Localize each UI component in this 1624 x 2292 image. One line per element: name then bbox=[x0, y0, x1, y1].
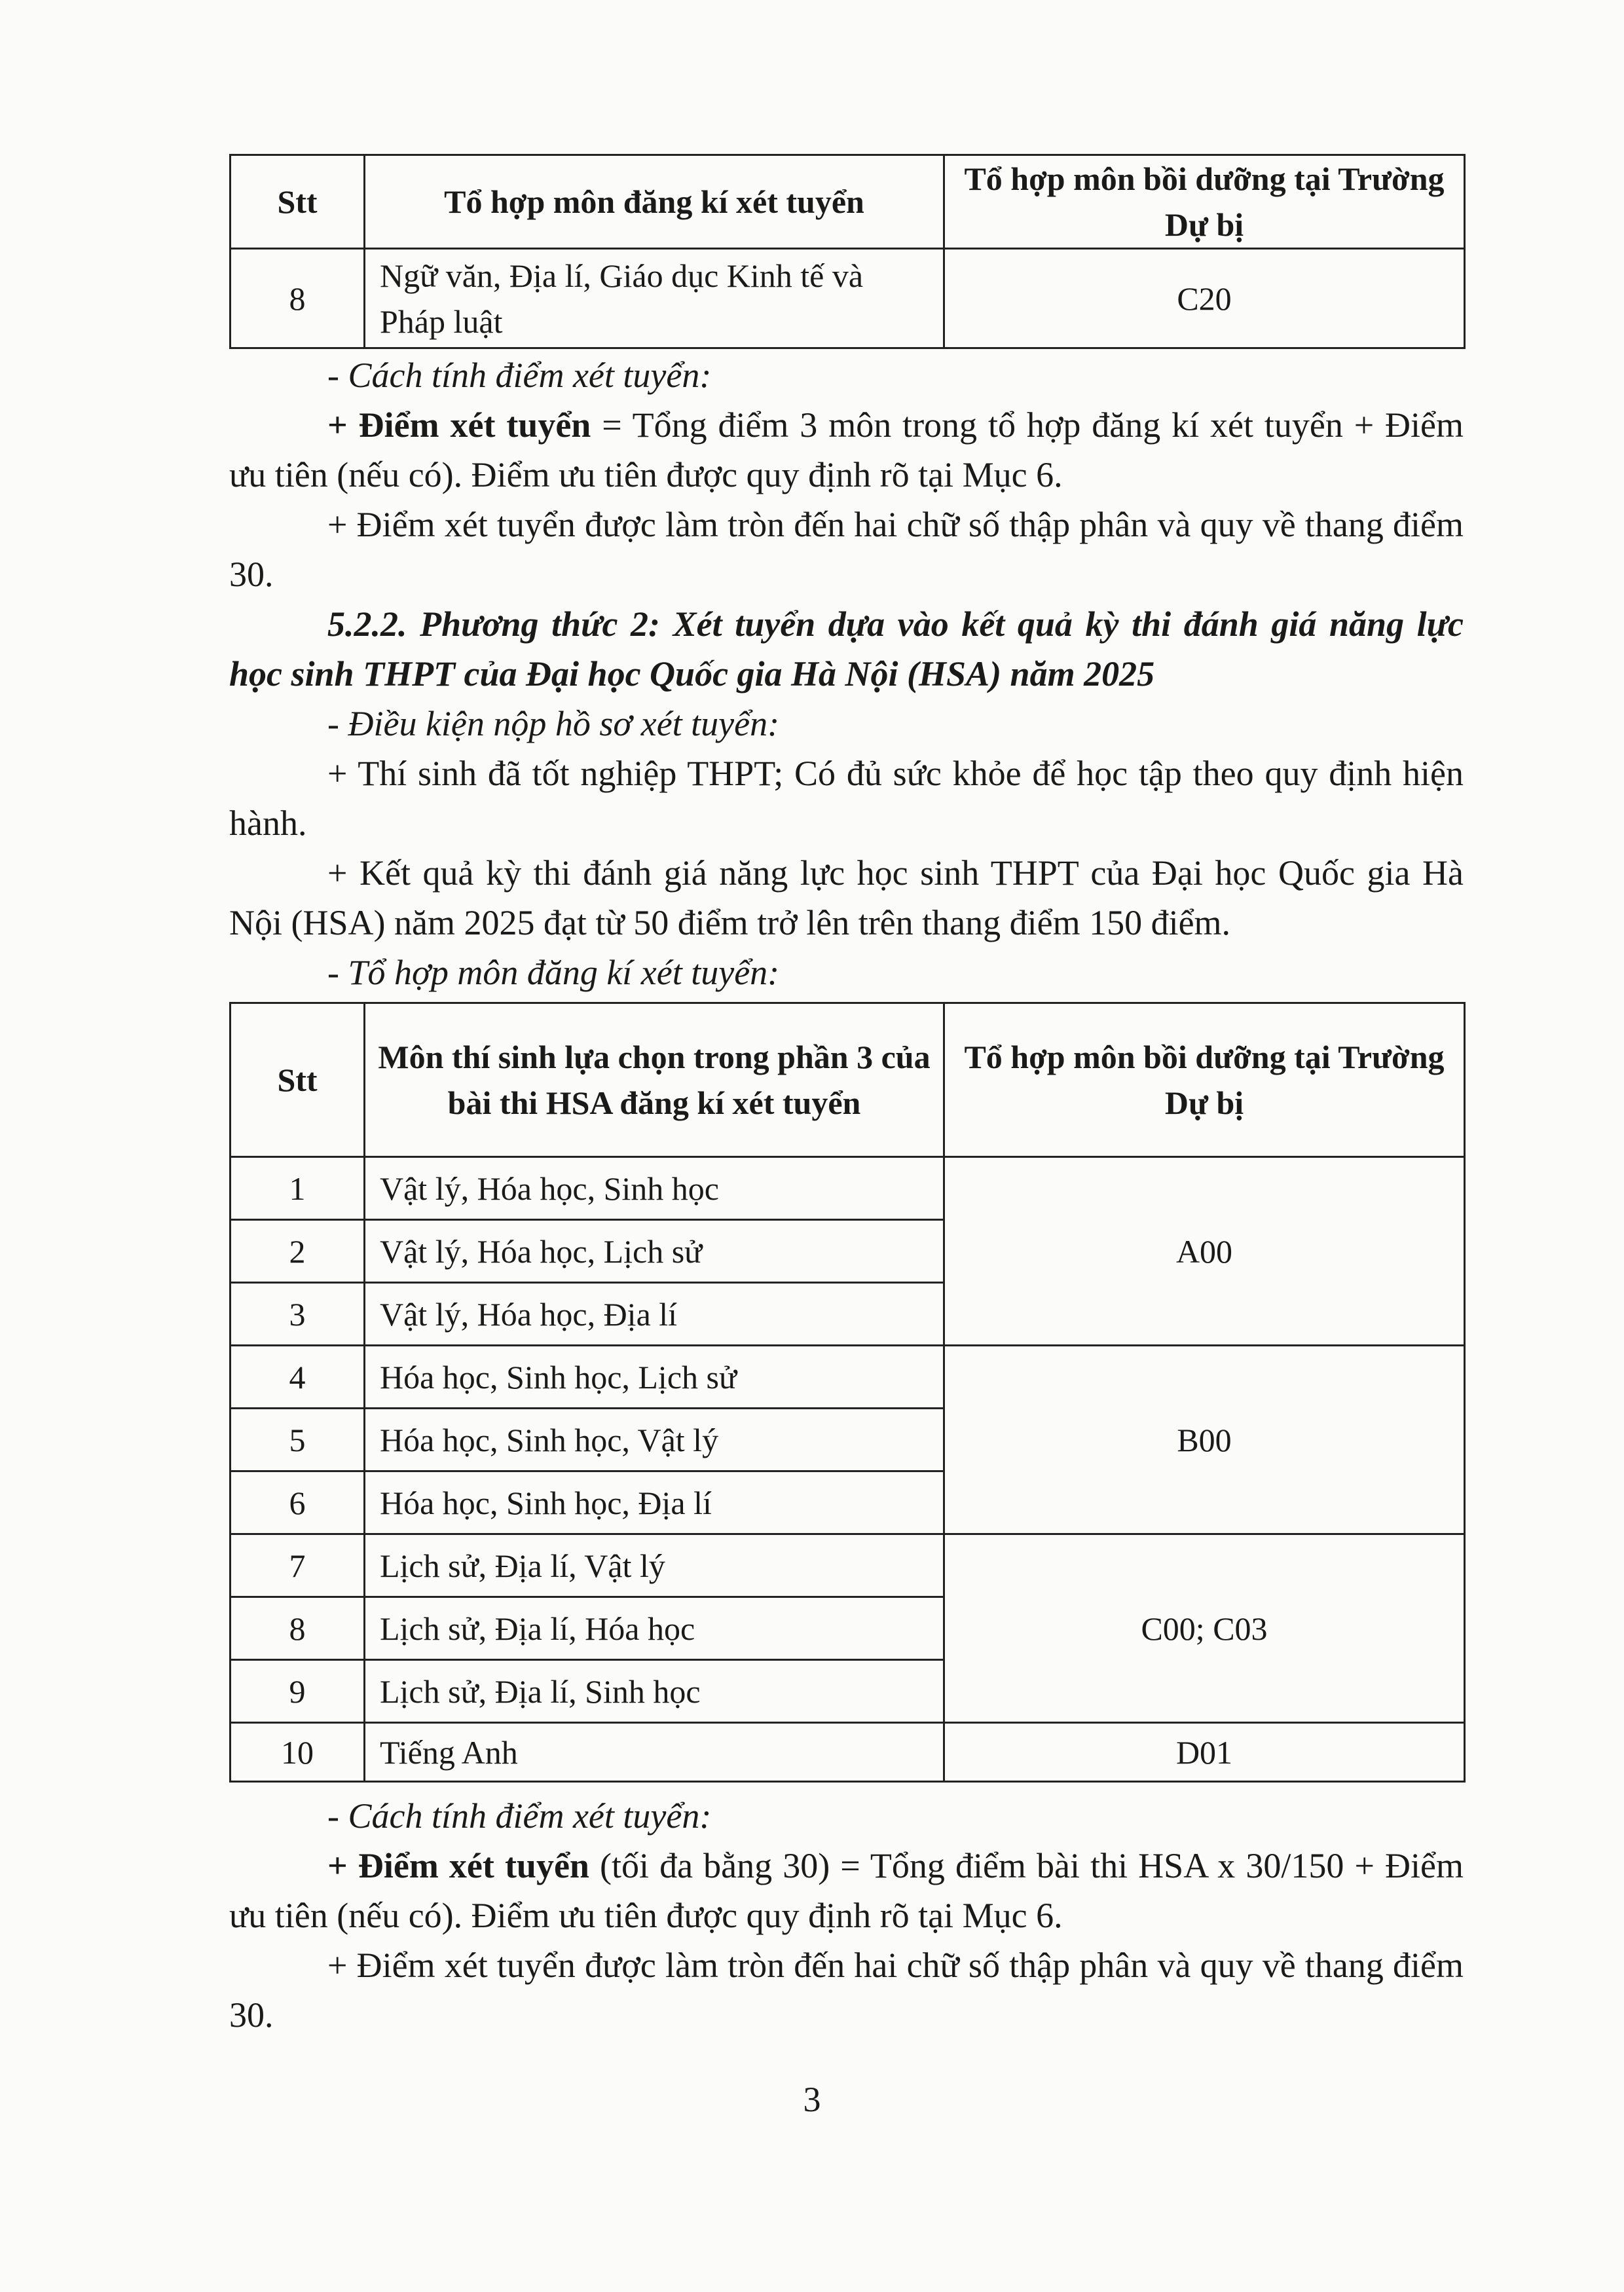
stt-cell: 7 bbox=[231, 1534, 365, 1597]
subjects-cell: Hóa học, Sinh học, Địa lí bbox=[365, 1471, 944, 1534]
scoring-formula-label: + Điểm xét tuyển bbox=[327, 405, 591, 445]
combo-cell-c00: C00; C03 bbox=[944, 1534, 1465, 1723]
subjects-cell: Tiếng Anh bbox=[365, 1723, 944, 1782]
page-number: 3 bbox=[803, 2080, 821, 2119]
stt-cell: 4 bbox=[231, 1346, 365, 1409]
combo-cell-d01: D01 bbox=[944, 1723, 1465, 1782]
table-row bbox=[231, 1157, 1465, 1220]
table-row bbox=[231, 1346, 1465, 1409]
header-combo: Tổ hợp môn bồi dưỡng tại Trường Dự bị bbox=[944, 155, 1465, 249]
scoring-rounding: + Điểm xét tuyển được làm tròn đến hai chữ số thập phân và quy về thang điểm 30. bbox=[229, 505, 1464, 594]
condition-2: + Kết quả kỳ thi đánh giá năng lực học sinh THPT của Đại học Quốc gia Hà Nội (HSA) năm 2025 đạt từ 50 điểm trở lên trên thang điểm 150 điểm. bbox=[229, 853, 1464, 942]
table-row bbox=[231, 249, 1465, 348]
condition-1: + Thí sinh đã tốt nghiệp THPT; Có đủ sức khỏe để học tập theo quy định hiện hành. bbox=[229, 754, 1464, 843]
method-2-section bbox=[229, 599, 1464, 997]
table-2-container bbox=[229, 1002, 1464, 1783]
method-1-scoring bbox=[229, 350, 1464, 599]
stt-cell: 6 bbox=[231, 1471, 365, 1534]
scoring-formula-text: (tối đa bằng 30) = Tổng điểm bài thi HSA x 30/150 + Điểm ưu tiên (nếu có). Điểm ưu tiên được quy định rõ tại Mục 6. bbox=[229, 1846, 1464, 1935]
stt-cell: 3 bbox=[231, 1283, 365, 1346]
stt-cell: 9 bbox=[231, 1660, 365, 1723]
table-row bbox=[231, 1723, 1465, 1782]
subjects-cell: Ngữ văn, Địa lí, Giáo dục Kinh tế và Pháp luật bbox=[365, 249, 944, 348]
subjects-cell: Hóa học, Sinh học, Vật lý bbox=[365, 1409, 944, 1471]
combo-cell-a00: A00 bbox=[944, 1157, 1465, 1346]
scoring-rounding: + Điểm xét tuyển được làm tròn đến hai chữ số thập phân và quy về thang điểm 30. bbox=[229, 1946, 1464, 2035]
subjects-cell: Vật lý, Hóa học, Sinh học bbox=[365, 1157, 944, 1220]
header-subjects: Tổ hợp môn đăng kí xét tuyển bbox=[365, 155, 944, 249]
scoring-formula bbox=[229, 400, 1464, 500]
header-combo: Tổ hợp môn bồi dưỡng tại Trường Dự bị bbox=[944, 1003, 1465, 1157]
table-2 bbox=[229, 1002, 1466, 1783]
header-stt: Stt bbox=[231, 155, 365, 249]
scoring-formula-text: = Tổng điểm 3 môn trong tổ hợp đăng kí xét tuyển + Điểm ưu tiên (nếu có). Điểm ưu tiên được quy định rõ tại Mục 6. bbox=[229, 405, 1464, 494]
stt-cell: 8 bbox=[231, 1597, 365, 1660]
subjects-cell: Vật lý, Hóa học, Địa lí bbox=[365, 1283, 944, 1346]
table-1 bbox=[229, 154, 1466, 349]
table-2-header-row bbox=[231, 1003, 1465, 1157]
method-2-scoring bbox=[229, 1791, 1464, 2040]
subjects-cell: Lịch sử, Địa lí, Sinh học bbox=[365, 1660, 944, 1723]
stt-cell: 8 bbox=[231, 249, 365, 348]
stt-cell: 10 bbox=[231, 1723, 365, 1782]
stt-cell: 5 bbox=[231, 1409, 365, 1471]
scoring-formula-label: + Điểm xét tuyển bbox=[327, 1846, 589, 1885]
header-stt: Stt bbox=[231, 1003, 365, 1157]
header-subjects: Môn thí sinh lựa chọn trong phần 3 của bài thi HSA đăng kí xét tuyển bbox=[365, 1003, 944, 1157]
table-row bbox=[231, 1534, 1465, 1597]
conditions-heading: - Điều kiện nộp hồ sơ xét tuyển: bbox=[327, 704, 780, 743]
combo-cell: C20 bbox=[944, 249, 1465, 348]
method-2-title: 5.2.2. Phương thức 2: Xét tuyển dựa vào kết quả kỳ thi đánh giá năng lực học sinh THPT của Đại học Quốc gia Hà Nội (HSA) năm 2025 bbox=[229, 604, 1464, 693]
scoring-heading: - Cách tính điểm xét tuyển: bbox=[327, 356, 712, 395]
scoring-formula bbox=[229, 1841, 1464, 1940]
scoring-heading: - Cách tính điểm xét tuyển: bbox=[327, 1796, 712, 1836]
combo-heading: - Tổ hợp môn đăng kí xét tuyển: bbox=[327, 953, 780, 992]
subjects-cell: Lịch sử, Địa lí, Hóa học bbox=[365, 1597, 944, 1660]
combo-cell-b00: B00 bbox=[944, 1346, 1465, 1534]
subjects-cell: Lịch sử, Địa lí, Vật lý bbox=[365, 1534, 944, 1597]
table-1-container bbox=[229, 154, 1464, 349]
subjects-cell: Hóa học, Sinh học, Lịch sử bbox=[365, 1346, 944, 1409]
subjects-cell: Vật lý, Hóa học, Lịch sử bbox=[365, 1220, 944, 1283]
stt-cell: 2 bbox=[231, 1220, 365, 1283]
table-1-header-row bbox=[231, 155, 1465, 249]
stt-cell: 1 bbox=[231, 1157, 365, 1220]
